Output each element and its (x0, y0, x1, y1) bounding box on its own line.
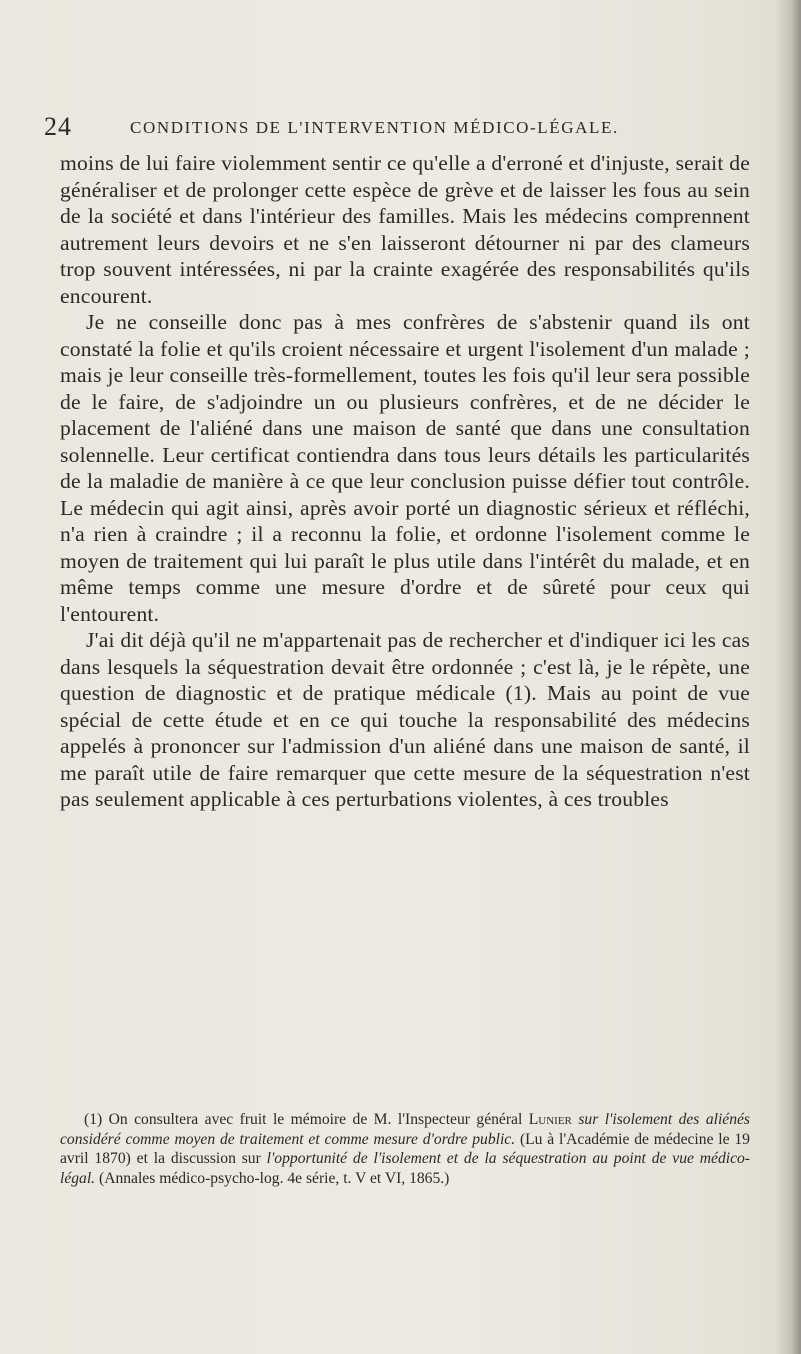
paragraph: J'ai dit déjà qu'il ne m'appartenait pas de rechercher et d'indiquer ici les cas dans lesquels la séquestration devait être ordonnée ; c'est là, je le répète, une question de diagnostic et de pratique médicale (1). Mais au point de vue spécial de cette étude et en ce qui touche la responsabilité des médecins appelés à prononcer sur l'admission d'un aliéné dans une maison de santé, il me paraît utile de faire remarquer que cette mesure de la séquestration n'est pas seulement applicable à ces perturbations violentes, à ces troubles (60, 628, 750, 811)
body-text (60, 150, 750, 813)
footnote-title: sur l'isolement des aliénés considéré comme moyen de traitement et comme mesure d'ordre public. (60, 1111, 750, 1148)
footnote-author: Lunier (528, 1111, 572, 1128)
running-title: CONDITIONS DE L'INTERVENTION MÉDICO-LÉGALE. (130, 118, 619, 137)
footnote (60, 1110, 750, 1188)
page-number: 24 (44, 112, 72, 141)
footnote-marker: (1) (84, 1111, 103, 1128)
page-header (44, 112, 744, 142)
footnote-title: l'opportunité de l'isolement et de la séquestration au point de vue médico-légal. (60, 1150, 750, 1187)
footnote-text: On consultera avec fruit le mémoire de M. l'Inspecteur général (108, 1111, 523, 1128)
page-edge-shadow (775, 0, 801, 1354)
paragraph: moins de lui faire violemment sentir ce qu'elle a d'erroné et d'injuste, serait de généraliser et de prolonger cette espèce de grève et de laisser les fous au sein de la société et dans l'intérieur des familles. Mais les médecins comprennent autrement leurs devoirs et ne s'en laisseront détourner ni par des clameurs trop souvent intéressées, ni par la crainte exagérée des responsabilités qu'ils encourent. (60, 151, 750, 308)
footnote-text: (Annales médico-psycho-log. 4e série, t. V et VI, 1865.) (99, 1169, 450, 1187)
footnotes (60, 1110, 750, 1188)
footnote-text: (Lu à l'Académie de médecine le 19 avril 1870) et la discussion sur (60, 1130, 750, 1168)
paragraph: Je ne conseille donc pas à mes confrères de s'abstenir quand ils ont constaté la folie et qu'ils croient nécessaire et urgent l'isolement d'un malade ; mais je leur conseille très-formellement, toutes les fois qu'il leur sera possible de le faire, de s'adjoindre un ou plusieurs confrères, et de ne décider le placement de l'aliéné dans une maison de santé que dans une consultation solennelle. Leur certificat contiendra dans tous leurs détails les particularités de la maladie de manière à ce que leur conclusion puisse défier tout contrôle. Le médecin qui agit ainsi, après avoir porté un diagnostic sérieux et réfléchi, n'a rien à craindre ; il a reconnu la folie, et ordonne l'isolement comme le moyen de traitement qui lui paraît le plus utile dans l'intérêt du malade, et en même temps comme une mesure d'ordre et de sûreté pour ceux qui l'entourent. (60, 310, 750, 626)
